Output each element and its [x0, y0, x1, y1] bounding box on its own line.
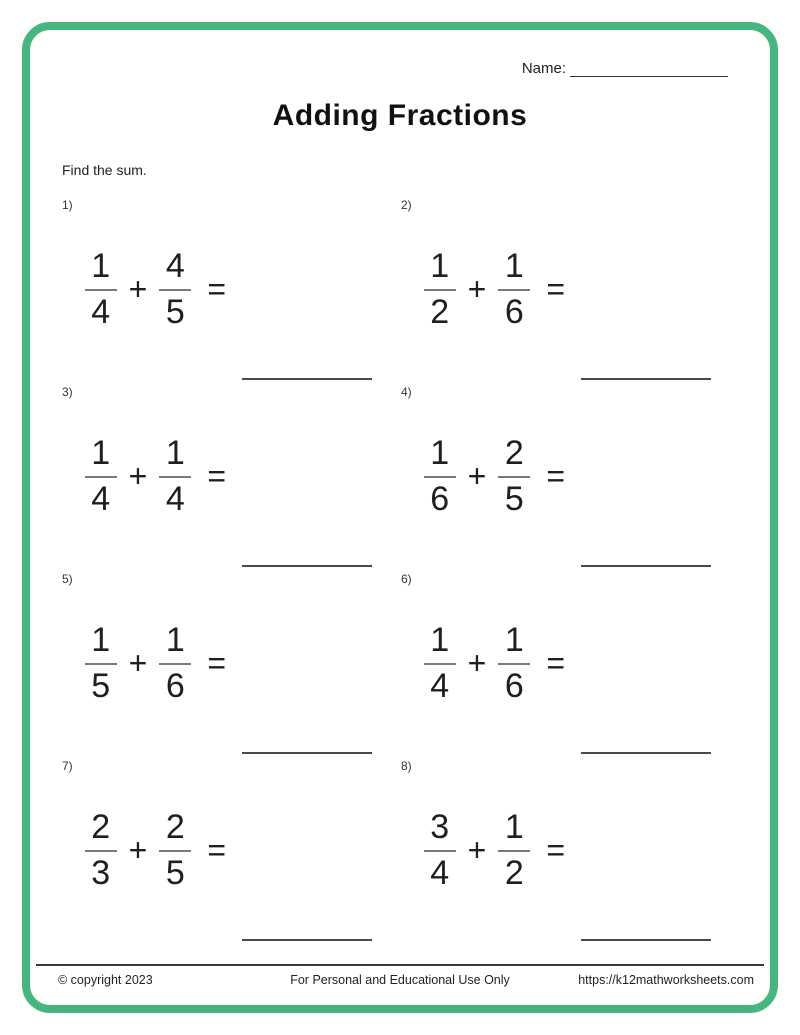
denominator: 5	[165, 853, 185, 892]
fraction-bar	[424, 289, 456, 291]
fraction-bar	[498, 663, 530, 665]
fraction-1	[85, 807, 117, 892]
fraction-bar	[85, 476, 117, 478]
problem-2	[401, 196, 740, 383]
denominator: 5	[504, 479, 524, 518]
numerator: 1	[91, 246, 111, 285]
plus-operator: +	[467, 458, 487, 494]
fraction-bar	[498, 850, 530, 852]
answer-line	[581, 565, 711, 567]
fraction-1	[85, 246, 117, 331]
numerator: 2	[165, 807, 185, 846]
plus-operator: +	[128, 832, 148, 868]
plus-operator: +	[467, 832, 487, 868]
fraction-1	[85, 433, 117, 518]
problem-8	[401, 757, 740, 944]
denominator: 2	[430, 292, 450, 331]
denominator: 4	[430, 666, 450, 705]
name-label: Name:	[521, 60, 566, 77]
numerator: 1	[430, 620, 450, 659]
fraction-2	[498, 433, 530, 518]
denominator: 4	[165, 479, 185, 518]
denominator: 4	[91, 292, 111, 331]
fraction-2	[159, 620, 191, 705]
problem-6	[401, 570, 740, 757]
footer-usage-note: For Personal and Educational Use Only	[290, 973, 510, 987]
plus-operator: +	[128, 458, 148, 494]
fraction-bar	[159, 289, 191, 291]
fraction-bar	[85, 663, 117, 665]
denominator: 2	[504, 853, 524, 892]
fraction-1	[85, 620, 117, 705]
numerator: 1	[165, 433, 185, 472]
denominator: 6	[504, 292, 524, 331]
fraction-2	[498, 807, 530, 892]
problem-number: 5)	[62, 572, 73, 586]
problem-number: 3)	[62, 385, 73, 399]
fraction-bar	[159, 476, 191, 478]
fraction-2	[159, 246, 191, 331]
numerator: 1	[430, 246, 450, 285]
fraction-1	[424, 433, 456, 518]
denominator: 5	[165, 292, 185, 331]
equals-sign: =	[207, 271, 227, 307]
fraction-2	[498, 620, 530, 705]
fraction-2	[159, 807, 191, 892]
denominator: 5	[91, 666, 111, 705]
answer-line	[242, 752, 372, 754]
equals-sign: =	[546, 271, 566, 307]
problem-3	[62, 383, 401, 570]
fraction-bar	[498, 289, 530, 291]
equals-sign: =	[207, 832, 227, 868]
instruction-text: Find the sum.	[62, 162, 147, 178]
name-field	[522, 60, 728, 77]
problem-4	[401, 383, 740, 570]
plus-operator: +	[128, 271, 148, 307]
denominator: 3	[91, 853, 111, 892]
fraction-1	[424, 246, 456, 331]
answer-line	[242, 378, 372, 380]
fraction-bar	[159, 663, 191, 665]
equals-sign: =	[546, 645, 566, 681]
fraction-bar	[85, 850, 117, 852]
name-line	[570, 61, 728, 77]
problem-1	[62, 196, 401, 383]
problem-number: 1)	[62, 198, 73, 212]
fraction-bar	[424, 663, 456, 665]
numerator: 1	[504, 620, 524, 659]
answer-line	[581, 939, 711, 941]
fraction-1	[424, 807, 456, 892]
problem-number: 7)	[62, 759, 73, 773]
equals-sign: =	[546, 458, 566, 494]
answer-line	[581, 378, 711, 380]
numerator: 1	[504, 807, 524, 846]
fraction-bar	[498, 476, 530, 478]
denominator: 6	[430, 479, 450, 518]
numerator: 1	[165, 620, 185, 659]
answer-line	[242, 939, 372, 941]
numerator: 1	[91, 620, 111, 659]
plus-operator: +	[467, 645, 487, 681]
equals-sign: =	[546, 832, 566, 868]
fraction-bar	[424, 850, 456, 852]
problem-number: 2)	[401, 198, 412, 212]
problem-5	[62, 570, 401, 757]
numerator: 2	[504, 433, 524, 472]
fraction-bar	[424, 476, 456, 478]
fraction-bar	[85, 289, 117, 291]
equals-sign: =	[207, 458, 227, 494]
denominator: 6	[504, 666, 524, 705]
fraction-2	[159, 433, 191, 518]
plus-operator: +	[128, 645, 148, 681]
problems-grid	[62, 196, 740, 944]
footer	[36, 964, 764, 987]
numerator: 2	[91, 807, 111, 846]
fraction-bar	[159, 850, 191, 852]
problem-number: 4)	[401, 385, 412, 399]
numerator: 1	[91, 433, 111, 472]
denominator: 4	[430, 853, 450, 892]
problem-7	[62, 757, 401, 944]
plus-operator: +	[467, 271, 487, 307]
footer-copyright: © copyright 2023	[58, 973, 153, 987]
answer-line	[242, 565, 372, 567]
page-title: Adding Fractions	[272, 99, 528, 132]
numerator: 1	[504, 246, 524, 285]
problem-number: 6)	[401, 572, 412, 586]
numerator: 4	[165, 246, 185, 285]
denominator: 4	[91, 479, 111, 518]
equals-sign: =	[207, 645, 227, 681]
answer-line	[581, 752, 711, 754]
footer-url: https://k12mathworksheets.com	[578, 973, 754, 987]
fraction-2	[498, 246, 530, 331]
numerator: 1	[430, 433, 450, 472]
denominator: 6	[165, 666, 185, 705]
numerator: 3	[430, 807, 450, 846]
fraction-1	[424, 620, 456, 705]
problem-number: 8)	[401, 759, 412, 773]
